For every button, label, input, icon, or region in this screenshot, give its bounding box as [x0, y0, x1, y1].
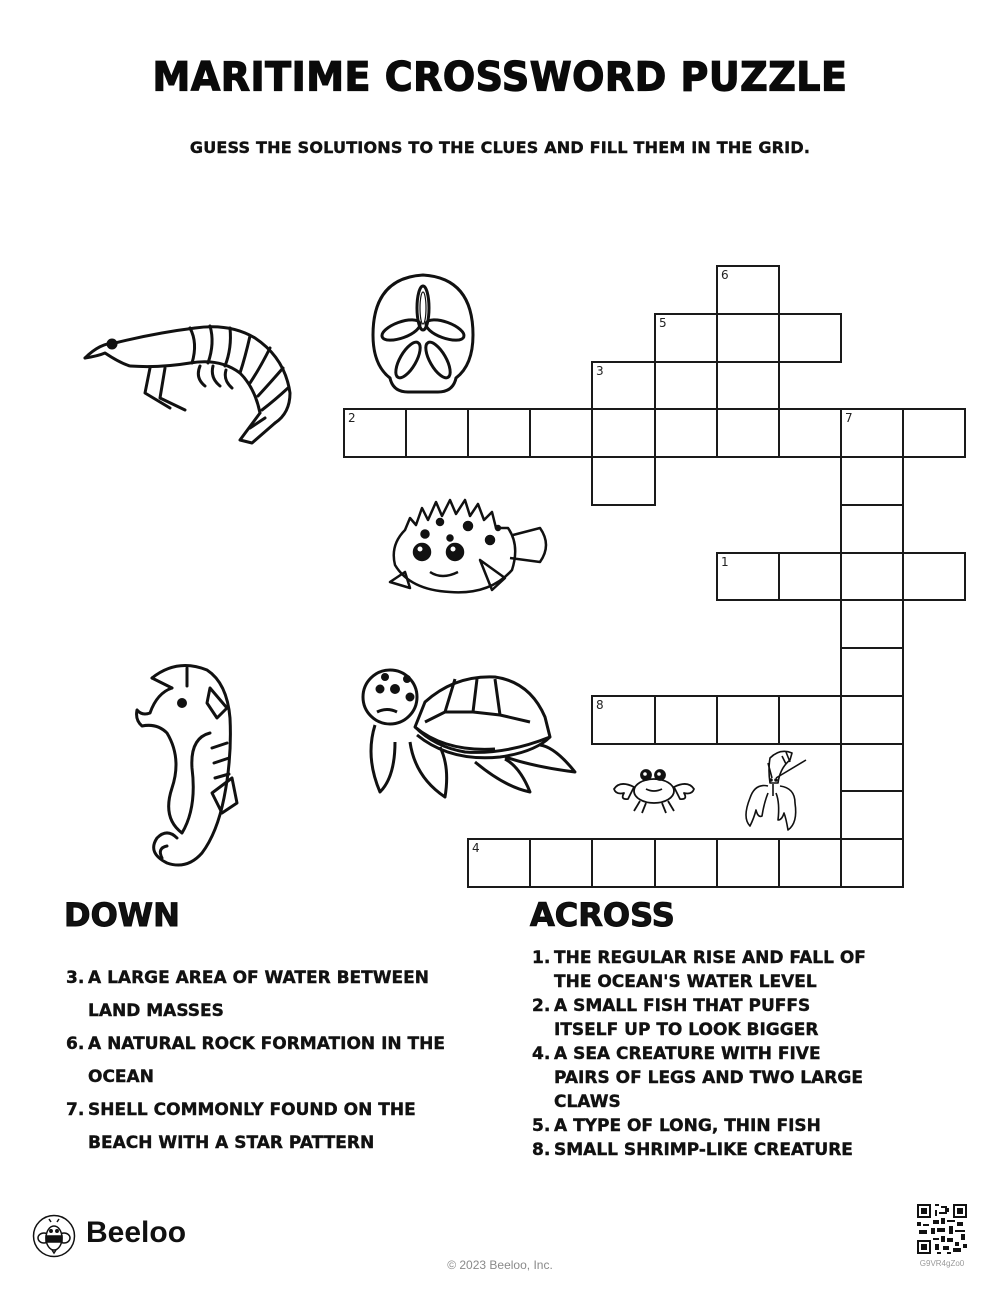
crossword-cell[interactable]	[716, 838, 780, 888]
clue-number: 8.	[532, 1140, 551, 1160]
crossword-cell-7[interactable]	[840, 408, 904, 458]
footer-brand: Beeloo	[86, 1216, 187, 1249]
crossword-cell[interactable]	[840, 647, 904, 697]
down-clue	[66, 962, 446, 1028]
crossword-cell[interactable]	[716, 408, 780, 458]
crossword-cell-1[interactable]	[716, 552, 780, 601]
lobster-icon	[740, 748, 815, 833]
crossword-cell-2[interactable]	[343, 408, 407, 458]
crossword-cell[interactable]	[591, 408, 656, 458]
crossword-cell[interactable]	[591, 456, 656, 506]
sand-dollar-icon	[368, 270, 478, 398]
pufferfish-icon	[380, 490, 555, 595]
across-clue	[532, 946, 872, 994]
crossword-cell-4[interactable]	[467, 838, 531, 888]
qr-code-label: G9VR4gZo0	[919, 1259, 965, 1268]
crossword-cell[interactable]	[778, 408, 842, 458]
sea-turtle-icon	[355, 667, 580, 807]
clue-text: A SMALL FISH THAT PUFFS ITSELF UP TO LOOK BIGGER	[554, 996, 819, 1040]
copyright-text: © 2023 Beeloo, Inc.	[447, 1258, 553, 1272]
crossword-cell-5[interactable]	[654, 313, 718, 363]
clue-text: A TYPE OF LONG, THIN FISH	[554, 1116, 821, 1136]
crossword-cell[interactable]	[840, 504, 904, 554]
clue-number: 2	[348, 411, 356, 425]
clue-number: 5.	[532, 1116, 551, 1136]
clue-number: 7	[845, 411, 853, 425]
down-heading: DOWN	[64, 896, 180, 934]
crossword-cell[interactable]	[778, 838, 842, 888]
crossword-cell[interactable]	[654, 408, 718, 458]
beeloo-logo-icon	[32, 1214, 76, 1258]
clue-number: 1	[721, 555, 729, 569]
shrimp-icon	[80, 318, 295, 448]
clue-number: 3	[596, 364, 604, 378]
clue-number: 2.	[532, 996, 551, 1016]
crossword-cell[interactable]	[654, 838, 718, 888]
across-clue-list	[532, 946, 872, 1162]
crossword-cell[interactable]	[529, 408, 593, 458]
clue-number: 4	[472, 841, 480, 855]
crossword-cell[interactable]	[840, 599, 904, 649]
across-clue	[532, 1138, 872, 1162]
crossword-cell-6[interactable]	[716, 265, 780, 315]
crossword-cell[interactable]	[467, 408, 531, 458]
crossword-cell[interactable]	[716, 695, 780, 745]
clue-number: 1.	[532, 948, 551, 968]
page-subtitle: GUESS THE SOLUTIONS TO THE CLUES AND FILL THEM IN THE GRID.	[189, 138, 811, 157]
down-clue	[66, 1028, 446, 1094]
crossword-cell[interactable]	[778, 313, 842, 363]
down-clue	[66, 1094, 446, 1160]
crossword-cell[interactable]	[840, 790, 904, 840]
crossword-cell[interactable]	[840, 695, 904, 745]
clue-number: 6.	[66, 1034, 85, 1054]
crossword-cell[interactable]	[716, 361, 780, 410]
across-clue	[532, 994, 872, 1042]
seahorse-icon	[132, 658, 247, 873]
crossword-cell[interactable]	[778, 552, 842, 601]
clue-text: SHELL COMMONLY FOUND ON THE BEACH WITH A STAR PATTERN	[88, 1100, 416, 1153]
crossword-cell-8[interactable]	[591, 695, 656, 745]
crossword-cell[interactable]	[591, 838, 656, 888]
crossword-cell[interactable]	[778, 695, 842, 745]
crossword-cell[interactable]	[654, 361, 718, 410]
crossword-cell[interactable]	[654, 695, 718, 745]
page-title: MARITIME CROSSWORD PUZZLE	[152, 53, 848, 101]
clue-number: 4.	[532, 1044, 551, 1064]
clue-number: 8	[596, 698, 604, 712]
crossword-cell[interactable]	[840, 838, 904, 888]
across-heading: ACROSS	[530, 896, 675, 934]
clue-text: SMALL SHRIMP-LIKE CREATURE	[554, 1140, 853, 1160]
down-clue-list	[66, 962, 446, 1160]
crossword-cell[interactable]	[716, 313, 780, 363]
clue-text: THE REGULAR RISE AND FALL OF THE OCEAN'S WATER LEVEL	[554, 948, 866, 992]
crossword-cell[interactable]	[902, 408, 966, 458]
across-clue	[532, 1114, 872, 1138]
crossword-cell[interactable]	[529, 838, 593, 888]
across-clue	[532, 1042, 872, 1114]
clue-number: 6	[721, 268, 729, 282]
crab-icon	[610, 765, 698, 815]
clue-text: A LARGE AREA OF WATER BETWEEN LAND MASSES	[88, 968, 429, 1021]
crossword-cell-3[interactable]	[591, 361, 656, 410]
crossword-cell[interactable]	[840, 552, 904, 601]
crossword-cell[interactable]	[840, 456, 904, 506]
clue-number: 7.	[66, 1100, 85, 1120]
crossword-cell[interactable]	[902, 552, 966, 601]
crossword-cell[interactable]	[840, 743, 904, 792]
qr-code-icon	[917, 1204, 967, 1254]
clue-text: A NATURAL ROCK FORMATION IN THE OCEAN	[88, 1034, 445, 1087]
clue-number: 5	[659, 316, 667, 330]
clue-number: 3.	[66, 968, 85, 988]
crossword-cell[interactable]	[405, 408, 469, 458]
clue-text: A SEA CREATURE WITH FIVE PAIRS OF LEGS AND TWO LARGE CLAWS	[554, 1044, 863, 1112]
